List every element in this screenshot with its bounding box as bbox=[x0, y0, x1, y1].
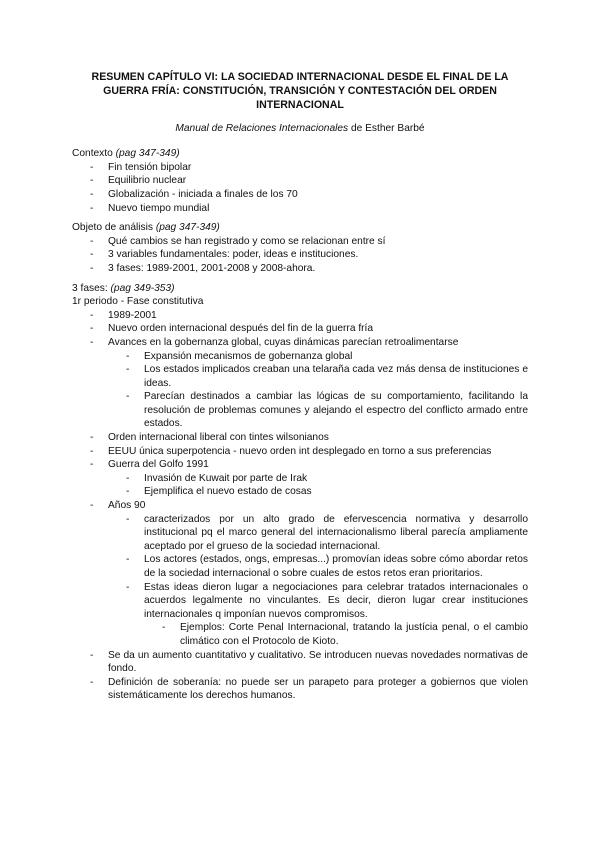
list-item: - Años 90 bbox=[90, 500, 146, 512]
period-heading: 1r periodo - Fase constitutiva bbox=[72, 296, 204, 308]
list-subitem: - Los actores (estados, ongs, empresas...) promovían ideas sobre cómo abordar retos de la sociedad internacional o sobre cuales de estos retos eran prioritarios. bbox=[126, 554, 528, 580]
bullet-dash: - bbox=[90, 445, 94, 457]
page-reference: (pag 347-349) bbox=[115, 148, 180, 160]
bullet-dash: - bbox=[90, 432, 94, 444]
list-item: - Guerra del Golfo 1991 bbox=[90, 459, 209, 471]
bullet-dash: - bbox=[162, 622, 166, 634]
list-subitem: - caracterizados por un alto grado de efervescencia normativa y desarrollo institucional pq el marco general del internacionalismo liberal parecía ampliamente aceptado por el grueso de la sociedad internacional. bbox=[126, 513, 528, 552]
bullet-dash: - bbox=[90, 161, 94, 173]
list-subitem: - Expansión mecanismos de gobernanza global bbox=[126, 350, 353, 362]
bullet-dash: - bbox=[90, 202, 94, 214]
list-item: - Nuevo tiempo mundial bbox=[90, 202, 210, 214]
list-item: - 3 fases: 1989-2001, 2001-2008 y 2008-ahora. bbox=[90, 262, 316, 274]
bullet-dash: - bbox=[126, 350, 130, 362]
section-heading: 3 fases: (pag 349-353) bbox=[72, 282, 175, 294]
bullet-dash: - bbox=[90, 500, 94, 512]
bullet-dash: - bbox=[90, 676, 94, 688]
bullet-dash: - bbox=[126, 554, 130, 566]
bullet-dash: - bbox=[126, 364, 130, 376]
document-title: RESUMEN CAPÍTULO VI: LA SOCIEDAD INTERNACIONAL DESDE EL FINAL DE LA GUERRA FRÍA: CONSTITUCIÓN, TRANSICIÓN Y CONTESTACIÓN DEL ORDEN INTERNACIONAL bbox=[91, 71, 509, 112]
list-item: - EEUU única superpotencia - nuevo orden int desplegado en torno a sus preferencias bbox=[90, 445, 492, 457]
list-subitem: - Ejemplifica el nuevo estado de cosas bbox=[126, 486, 312, 498]
list-subitem: - Parecían destinados a cambiar las lógicas de su comportamiento, facilitando la resolución de problemas comunes y alejando el espectro del conflicto armado entre estados. bbox=[126, 391, 528, 430]
list-item: - Avances en la gobernanza global, cuyas dinámicas parecían retroalimentarse bbox=[90, 336, 459, 348]
bullet-dash: - bbox=[90, 323, 94, 335]
bullet-dash: - bbox=[90, 649, 94, 661]
book-author: de Esther Barbé bbox=[348, 122, 425, 134]
bullet-dash: - bbox=[126, 513, 130, 525]
list-subsubitem: - Ejemplos: Corte Penal Internacional, tratando la justícia penal, o el cambio climático con el Protocolo de Kioto. bbox=[162, 622, 528, 647]
bullet-dash: - bbox=[90, 262, 94, 274]
document-subtitle bbox=[72, 122, 528, 136]
section-heading: Contexto (pag 347-349) bbox=[72, 148, 180, 160]
bullet-dash: - bbox=[126, 391, 130, 403]
section-heading: Objeto de análisis (pag 347-349) bbox=[72, 222, 220, 234]
page-reference: (pag 349-353) bbox=[110, 282, 175, 294]
bullet-dash: - bbox=[90, 175, 94, 187]
list-item: - Definición de soberanía: no puede ser un parapeto para proteger a gobiernos que violen sistemáticamente los derechos humanos. bbox=[90, 676, 528, 702]
bullet-dash: - bbox=[126, 581, 130, 593]
book-title: Manual de Relaciones Internacionales bbox=[175, 122, 349, 134]
list-item: - Globalización - iniciada a finales de los 70 bbox=[90, 188, 298, 200]
bullet-dash: - bbox=[90, 188, 94, 200]
page-reference: (pag 347-349) bbox=[155, 222, 220, 234]
list-subitem: - Los estados implicados creaban una telaraña cada vez más densa de instituciones e ideas. bbox=[126, 364, 528, 389]
bullet-dash: - bbox=[90, 336, 94, 348]
list-item: - Equilibrio nuclear bbox=[90, 175, 187, 187]
list-item: - Orden internacional liberal con tintes wilsonianos bbox=[90, 432, 329, 444]
list-item: - Se da un aumento cuantitativo y cualitativo. Se introducen nuevas novedades normativas de fondo. bbox=[90, 649, 528, 675]
section-fases bbox=[72, 282, 528, 703]
list-item: - 3 variables fundamentales: poder, ideas e instituciones. bbox=[90, 249, 359, 261]
bullet-dash: - bbox=[90, 309, 94, 321]
bullet-dash: - bbox=[126, 472, 130, 484]
bullet-dash: - bbox=[90, 235, 94, 247]
section-objeto bbox=[72, 221, 528, 275]
bullet-dash: - bbox=[90, 459, 94, 471]
list-item: - Qué cambios se han registrado y como se relacionan entre sí bbox=[90, 235, 386, 247]
list-subitem: - Invasión de Kuwait por parte de Irak bbox=[126, 472, 308, 484]
list-item: - Fin tensión bipolar bbox=[90, 161, 192, 173]
bullet-dash: - bbox=[126, 486, 130, 498]
list-item: - Nuevo orden internacional después del fin de la guerra fría bbox=[90, 323, 374, 335]
list-subitem: - Estas ideas dieron lugar a negociaciones para celebrar tratados internacionales o acuerdos legalmente no vinculantes. Es decir, dieron lugar crear instituciones internacionales q imponían nuevos compromisos. bbox=[126, 581, 528, 620]
bullet-dash: - bbox=[90, 249, 94, 261]
section-contexto bbox=[72, 147, 528, 215]
list-item: - 1989-2001 bbox=[90, 309, 157, 321]
